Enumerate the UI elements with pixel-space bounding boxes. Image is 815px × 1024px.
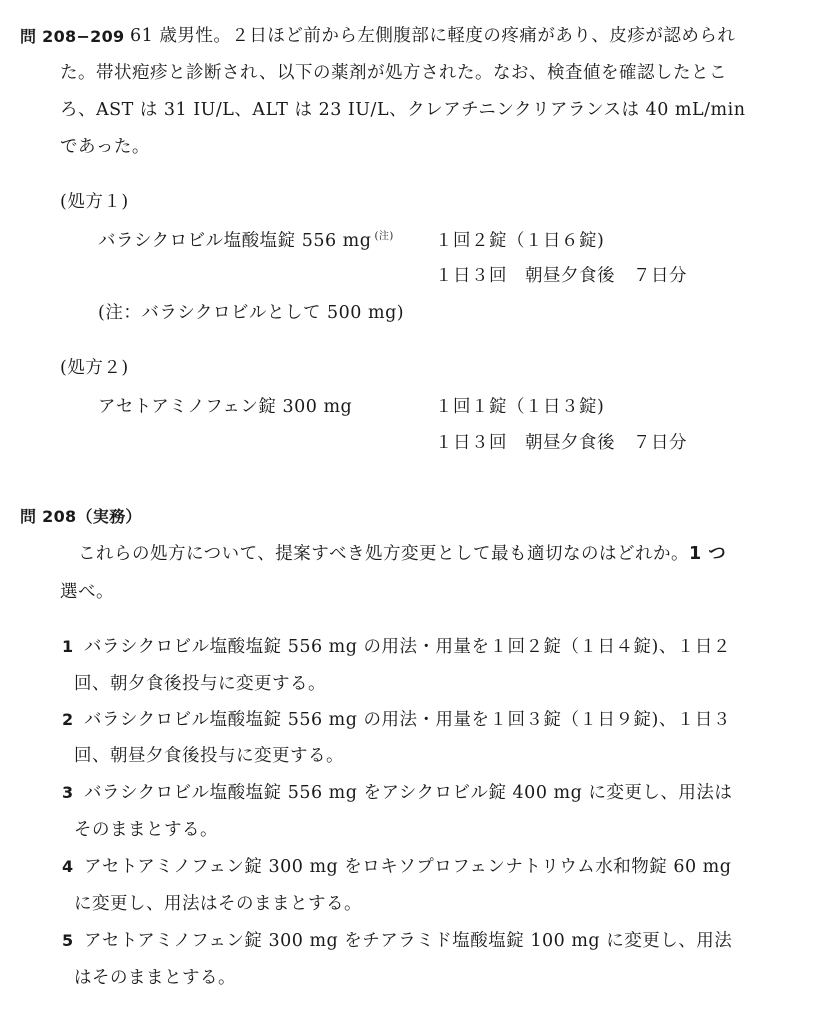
rx1-note: (注：バラシクロビルとして 500 mg) [98, 303, 405, 323]
option-text: アセトアミノフェン錠 300 mg をロキソプロフェンナトリウム水和物錠 60 mg [84, 857, 732, 877]
option-2-continued: 回、朝昼夕食後投与に変更する。 [74, 746, 344, 766]
question-text-line-2: 選べ。 [60, 582, 114, 602]
option-4-continued: に変更し、用法はそのままとする。 [74, 894, 362, 914]
rx1-note-mark: (注) [374, 231, 394, 242]
rx1-title: (処方１) [60, 192, 129, 212]
rx1-drug [98, 227, 394, 252]
answer-count: 1 つ [688, 544, 727, 564]
option-number: 5 [62, 931, 74, 950]
option-text: バラシクロビル塩酸塩錠 556 mg の用法・用量を１回３錠（１日９錠)、１日３ [84, 710, 731, 730]
question-label: 問 208（実務） [20, 507, 142, 526]
option-5-continued: はそのままとする。 [74, 968, 236, 988]
option-number: 2 [62, 710, 74, 729]
stem-text-line-1: 61 歳男性。２日ほど前から左側腹部に軽度の疼痛があり、皮疹が認められ [130, 26, 736, 46]
stem-text-line-2: た。帯状疱疹と診断され、以下の薬剤が処方された。なお、検査値を確認したとこ [60, 63, 728, 83]
rx2-frequency: １日３回 朝昼夕食後 ７日分 [435, 433, 687, 453]
stem-text-line-4: であった。 [60, 137, 150, 157]
rx2-drug: アセトアミノフェン錠 300 mg [98, 397, 353, 417]
option-4[interactable] [62, 853, 731, 878]
question-range-label: 問 208−209 [20, 27, 125, 46]
rx1-drug-name: バラシクロビル塩酸塩錠 556 mg [98, 231, 372, 251]
question-prompt: これらの処方について、提案すべき処方変更として最も適切なのはどれか。 [78, 544, 689, 564]
rx2-dose: １回１錠（１日３錠) [435, 397, 605, 417]
option-3-continued: そのままとする。 [74, 820, 218, 840]
rx2-title: (処方２) [60, 358, 129, 378]
option-number: 1 [62, 637, 74, 656]
rx1-frequency: １日３回 朝昼夕食後 ７日分 [435, 266, 687, 286]
question-text-line-1 [78, 540, 726, 565]
option-1-continued: 回、朝夕食後投与に変更する。 [74, 674, 326, 694]
option-text: バラシクロビル塩酸塩錠 556 mg をアシクロビル錠 400 mg に変更し、用法は [84, 783, 733, 803]
option-5[interactable] [62, 927, 732, 952]
option-number: 4 [62, 857, 74, 876]
stem-text-line-3: ろ、AST は 31 IU/L、ALT は 23 IU/L、クレアチニンクリアランスは 40 mL/min [60, 100, 746, 120]
option-2[interactable] [62, 706, 731, 731]
option-text: アセトアミノフェン錠 300 mg をチアラミド塩酸塩錠 100 mg に変更し、用法 [84, 931, 733, 951]
option-3[interactable] [62, 779, 732, 804]
option-1[interactable] [62, 633, 731, 658]
rx1-dose: １回２錠（１日６錠) [435, 231, 605, 251]
option-number: 3 [62, 783, 74, 802]
option-text: バラシクロビル塩酸塩錠 556 mg の用法・用量を１回２錠（１日４錠)、１日２ [84, 637, 731, 657]
